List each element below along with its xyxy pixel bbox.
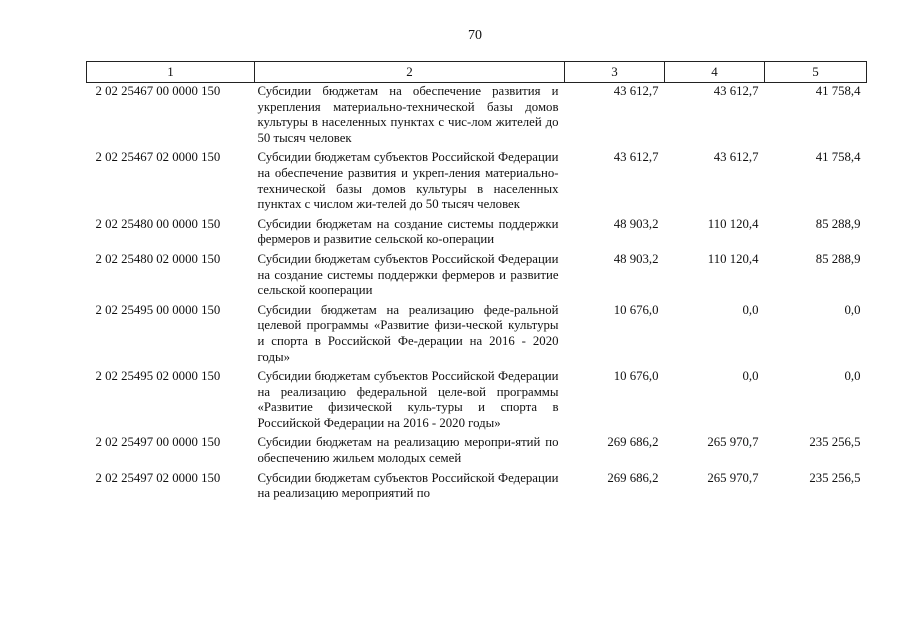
- value-col-5: 41 758,4: [815, 150, 861, 165]
- budget-code: 2 02 25495 00 0000 150: [95, 302, 221, 317]
- page-number: 70: [468, 28, 482, 43]
- value-col-4: 0,0: [742, 302, 759, 317]
- value-col-4: 110 120,4: [707, 251, 759, 266]
- value-col-4: 43 612,7: [713, 84, 759, 98]
- row-description: Субсидии бюджетам на реализацию меропри-ятий по обеспечению жильем молодых семей: [257, 435, 559, 466]
- row-description: Субсидии бюджетам субъектов Российской Федерации на обеспечение развития и укреп-ления материально-технической базы домов культуры в населенных пунктах с числом жи-телей до 50 тысяч человек: [257, 150, 559, 212]
- value-col-4: 265 970,7: [707, 470, 759, 485]
- budget-code: 2 02 25467 00 0000 150: [95, 84, 221, 98]
- budget-table: [86, 61, 867, 506]
- value-col-5: 85 288,9: [815, 251, 861, 266]
- budget-code: 2 02 25467 02 0000 150: [95, 150, 221, 165]
- budget-code: 2 02 25497 02 0000 150: [95, 470, 221, 485]
- value-col-3: 48 903,2: [613, 216, 659, 231]
- header-col-3: 3: [565, 62, 665, 83]
- budget-code: 2 02 25497 00 0000 150: [95, 435, 221, 450]
- value-col-3: 269 686,2: [607, 470, 659, 485]
- value-col-3: 269 686,2: [607, 435, 659, 450]
- value-col-3: 48 903,2: [613, 251, 659, 266]
- header-col-4: 4: [665, 62, 765, 83]
- budget-code: 2 02 25480 02 0000 150: [95, 251, 221, 266]
- row-description: Субсидии бюджетам на реализацию феде-ральной целевой программы «Развитие физи-ческой культуры и спорта в Российской Фе-дерации на 2016 - 2020 годы»: [257, 302, 559, 364]
- table-row: [87, 217, 867, 252]
- table-header-row: [87, 62, 867, 83]
- value-col-4: 110 120,4: [707, 216, 759, 231]
- value-col-5: 41 758,4: [815, 84, 861, 98]
- value-col-5: 0,0: [844, 369, 861, 384]
- table-row: [87, 369, 867, 435]
- header-col-2: 2: [255, 62, 565, 83]
- value-col-4: 43 612,7: [713, 150, 759, 165]
- value-col-3: 43 612,7: [613, 84, 659, 98]
- header-col-5: 5: [765, 62, 867, 83]
- table-row: [87, 471, 867, 506]
- table-row: [87, 83, 867, 151]
- value-col-3: 10 676,0: [613, 302, 659, 317]
- value-col-3: 43 612,7: [613, 150, 659, 165]
- budget-code: 2 02 25495 02 0000 150: [95, 369, 221, 384]
- value-col-5: 85 288,9: [815, 216, 861, 231]
- row-description: Субсидии бюджетам субъектов Российской Федерации на реализацию мероприятий по: [257, 470, 559, 501]
- header-col-1: 1: [87, 62, 255, 83]
- table-row: [87, 303, 867, 369]
- table-row: [87, 150, 867, 216]
- row-description: Субсидии бюджетам субъектов Российской Федерации на создание системы поддержки фермеров и развитие сельской кооперации: [257, 251, 559, 298]
- row-description: Субсидии бюджетам субъектов Российской Федерации на реализацию федеральной целе-вой программы «Развитие физической куль-туры и спорта в Российской Федерации на 2016 - 2020 годы»: [257, 369, 559, 430]
- table-row: [87, 252, 867, 303]
- value-col-3: 10 676,0: [613, 369, 659, 384]
- value-col-5: 235 256,5: [809, 435, 861, 450]
- row-description: Субсидии бюджетам на создание системы поддержки фермеров и развитие сельской ко-операции: [257, 216, 559, 247]
- value-col-5: 0,0: [844, 302, 861, 317]
- value-col-5: 235 256,5: [809, 470, 861, 485]
- value-col-4: 0,0: [742, 369, 759, 384]
- row-description: Субсидии бюджетам на обеспечение развития и укрепления материально-технической базы домов культуры в населенных пунктах с чис-лом жителей до 50 тысяч человек: [257, 84, 559, 145]
- value-col-4: 265 970,7: [707, 435, 759, 450]
- table-row: [87, 435, 867, 470]
- budget-code: 2 02 25480 00 0000 150: [95, 216, 221, 231]
